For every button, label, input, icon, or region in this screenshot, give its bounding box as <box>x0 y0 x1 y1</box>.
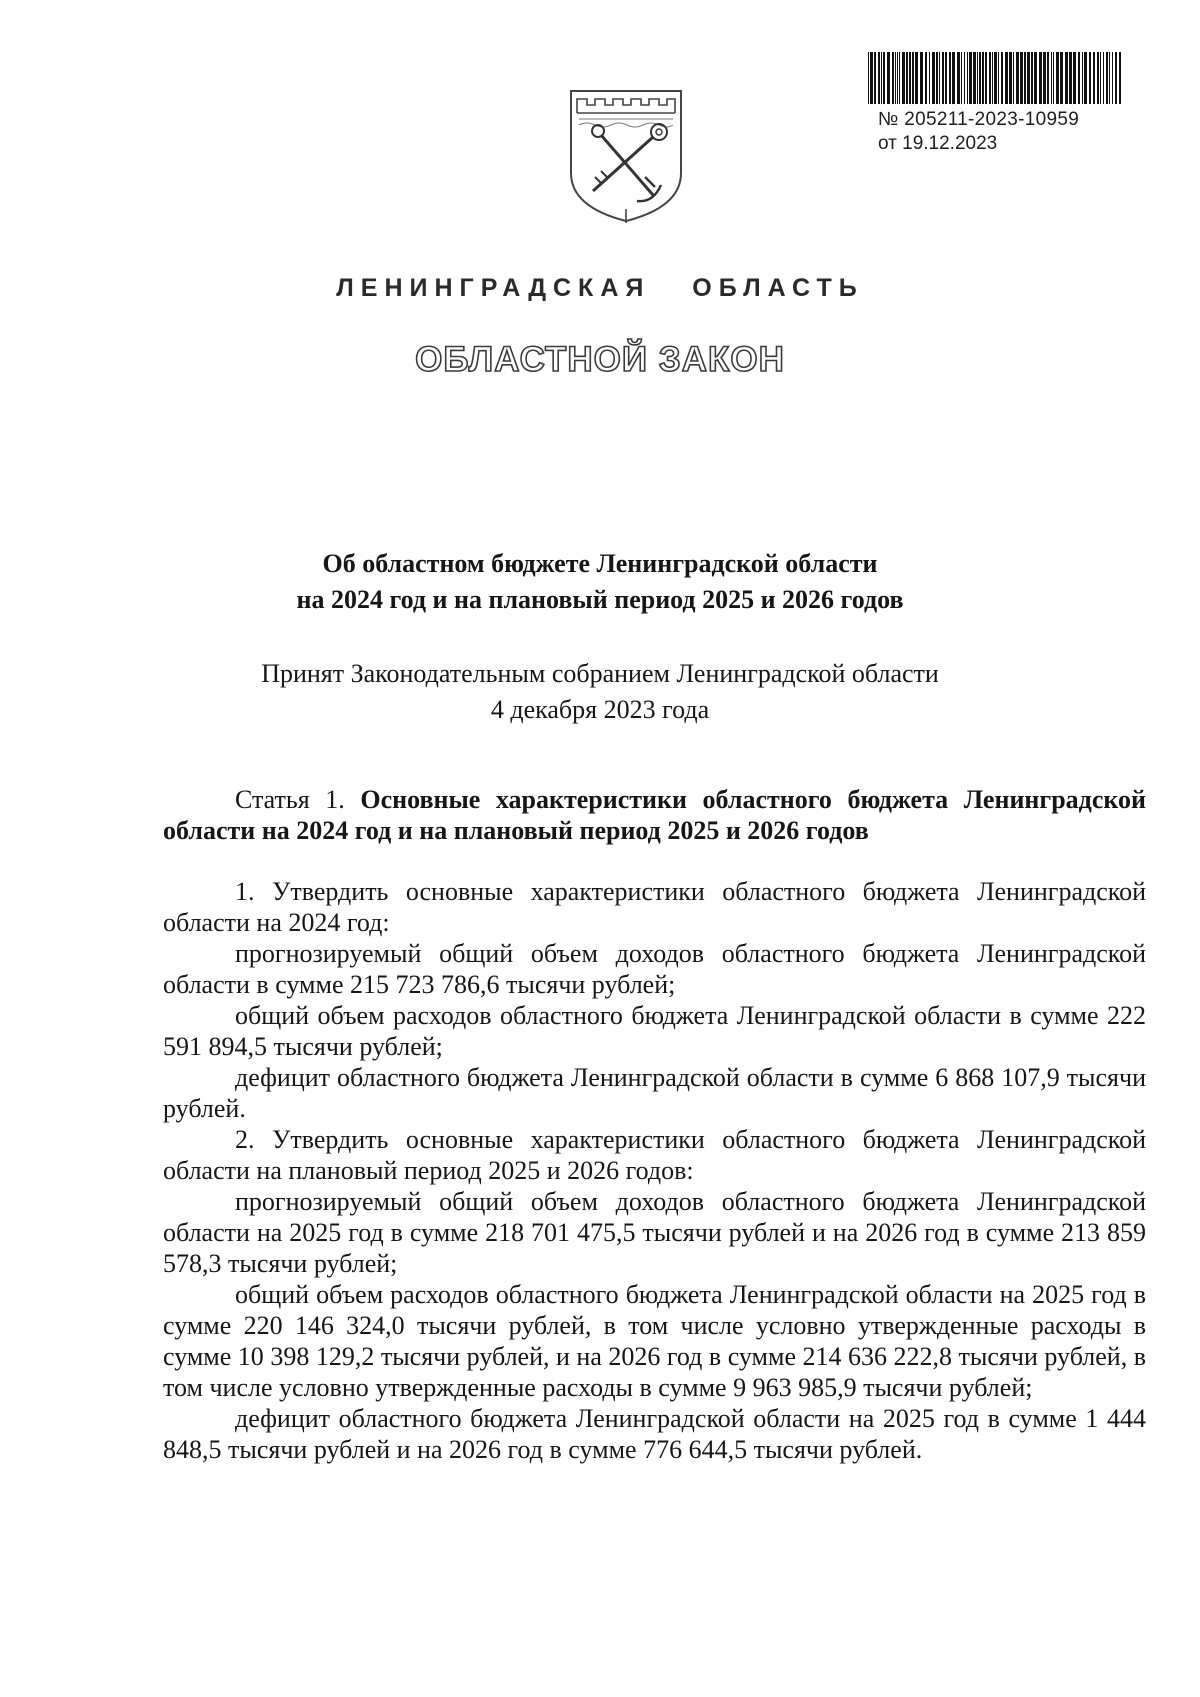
barcode-bar <box>895 52 896 104</box>
barcode-bar <box>1089 52 1091 104</box>
law-title-line: на 2024 год и на плановый период 2025 и 2026 годов <box>296 585 904 614</box>
barcode-bar <box>985 52 987 104</box>
barcode-bar <box>939 52 940 104</box>
barcode-bar <box>1100 52 1101 104</box>
article-heading <box>163 784 1146 846</box>
barcode-bar <box>945 52 947 104</box>
law-body <box>163 784 1146 1465</box>
paragraph: дефицит областного бюджета Ленинградской области в сумме 6 868 107,9 тысячи рублей. <box>163 1063 1146 1123</box>
barcode-bar <box>967 52 968 104</box>
registration-number: № 205211-2023-10959 <box>878 109 1080 130</box>
barcode-bar <box>1001 52 1003 104</box>
coat-of-arms-icon <box>565 85 687 225</box>
barcode-bar <box>883 52 885 104</box>
barcode-bar <box>1047 52 1049 104</box>
barcode-bar <box>992 52 993 104</box>
paragraph: прогнозируемый общий объем доходов областного бюджета Ленинградской области в сумме 215 723 786,6 тысячи рублей; <box>163 939 1146 999</box>
barcode-bar <box>1043 52 1046 104</box>
barcode-bar <box>902 52 905 104</box>
barcode-bar <box>1078 52 1080 104</box>
barcode-bar <box>1069 52 1072 104</box>
barcode-bar <box>912 52 914 104</box>
barcode-bar <box>969 52 972 104</box>
registration-block <box>878 108 1138 156</box>
barcode-bar <box>1031 52 1033 104</box>
barcode-bar <box>1005 52 1008 104</box>
barcode-bar <box>1115 52 1117 104</box>
registration-date: от 19.12.2023 <box>878 133 998 154</box>
article-label: Статья 1. <box>235 785 345 814</box>
barcode-bar <box>1065 52 1068 104</box>
barcode-bar <box>1034 52 1037 104</box>
adoption-statement <box>0 656 1200 728</box>
paragraph: дефицит областного бюджета Ленинградской области на 2025 год в сумме 1 444 848,5 тысячи рублей и на 2026 год в сумме 776 644,5 тысячи рублей. <box>163 1404 1146 1464</box>
barcode-bar <box>1013 52 1014 104</box>
barcode-bar <box>949 52 951 104</box>
barcode-bar <box>1103 52 1104 104</box>
barcode-bar <box>977 52 978 104</box>
barcode-bar <box>899 52 900 104</box>
barcode-bar <box>964 52 965 104</box>
paragraph: прогнозируемый общий объем доходов областного бюджета Ленинградской области на 2025 год в сумме 218 701 475,5 тысячи рублей и на 2026 год в сумме 213 859 578,3 тысячи рублей; <box>163 1187 1146 1278</box>
barcode-bar <box>982 52 984 104</box>
paragraph: 2. Утвердить основные характеристики областного бюджета Ленинградской области на плановый период 2025 и 2026 годов: <box>163 1125 1146 1185</box>
barcode-bar <box>1109 52 1110 104</box>
barcode-bar <box>1084 52 1087 104</box>
barcode-bar <box>961 52 962 104</box>
barcode-bar <box>1106 52 1108 104</box>
barcode-bar <box>1009 52 1012 104</box>
barcode-bar <box>887 52 890 104</box>
barcode-bar <box>1016 52 1019 104</box>
barcode-bar <box>1056 52 1059 104</box>
law-title <box>0 546 1200 618</box>
barcode-bar <box>994 52 997 104</box>
barcode <box>866 52 1124 104</box>
barcode-bar <box>1060 52 1063 104</box>
barcode-bar <box>1051 52 1052 104</box>
barcode-bar <box>874 52 876 104</box>
barcode-bar <box>1082 52 1083 104</box>
paragraph: общий объем расходов областного бюджета Ленинградской области на 2025 год в сумме 220 146 324,0 тысячи рублей, в том числе условно утвержденные расходы в сумме 10 398 129,2 тысячи рублей, и на 2026 год в сумме 214 636 222,8 тысячи рублей, в том числе условно утвержденные расходы в сумме 9 963 985,9 тысячи рублей; <box>163 1280 1146 1402</box>
region-name: ЛЕНИНГРАДСКАЯ ОБЛАСТЬ <box>336 274 864 302</box>
law-title-line: Об областном бюджете Ленинградской области <box>322 549 878 578</box>
barcode-bar <box>892 52 894 104</box>
barcode-bar <box>1020 52 1023 104</box>
barcode-bar <box>878 52 880 104</box>
barcode-bar <box>929 52 930 104</box>
paragraph: общий объем расходов областного бюджета Ленинградской области в сумме 222 591 894,5 тысячи рублей; <box>163 1001 1146 1061</box>
article-title: Основные характеристики областного бюджета Ленинградской области на 2024 год и на плановый период 2025 и 2026 годов <box>163 785 1146 845</box>
barcode-bar <box>1027 52 1030 104</box>
barcode-bar <box>909 52 911 104</box>
adoption-date: 4 декабря 2023 года <box>490 695 710 724</box>
barcode-bar <box>915 52 918 104</box>
barcode-bar <box>1119 52 1121 104</box>
barcode-bar <box>881 52 882 104</box>
barcode-bar <box>936 52 938 104</box>
barcode-bar <box>973 52 976 104</box>
barcode-bar <box>1097 52 1099 104</box>
barcode-bar <box>906 52 908 104</box>
barcode-bar <box>1053 52 1054 104</box>
barcode-bar <box>979 52 981 104</box>
barcode-bar <box>1024 52 1026 104</box>
barcode-bar <box>870 52 873 104</box>
barcode-bar <box>897 52 898 104</box>
barcode-bar <box>932 52 935 104</box>
barcode-bar <box>920 52 923 104</box>
barcode-bar <box>942 52 944 104</box>
paragraph: 1. Утвердить основные характеристики областного бюджета Ленинградской области на 2024 год: <box>163 877 1146 937</box>
barcode-bar <box>957 52 960 104</box>
barcode-bar <box>952 52 955 104</box>
adoption-line: Принят Законодательным собранием Ленинградской области <box>261 659 939 688</box>
barcode-bar <box>1093 52 1095 104</box>
barcode-bar <box>868 52 869 104</box>
barcode-bar <box>1039 52 1042 104</box>
law-type: ОБЛАСТНОЙ ЗАКОН <box>415 340 785 379</box>
barcode-bar <box>1073 52 1076 104</box>
barcode-bar <box>1112 52 1113 104</box>
barcode-bar <box>998 52 999 104</box>
barcode-bar <box>925 52 927 104</box>
barcode-bar <box>989 52 991 104</box>
